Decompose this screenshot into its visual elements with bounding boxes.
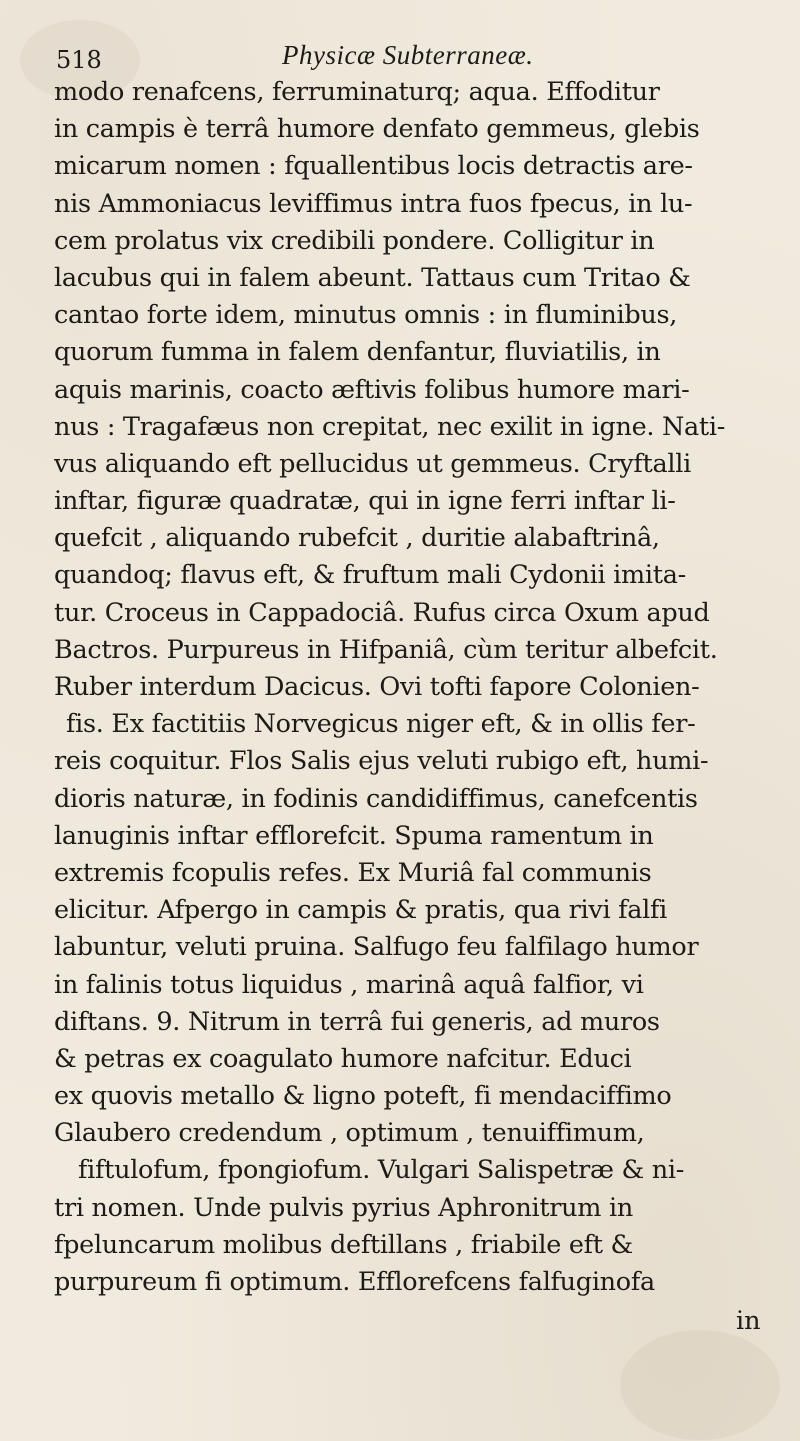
text-line: extremis fcopulis refes. Ex Muriâ fal communis (54, 857, 652, 888)
text-line: cem prolatus vix credibili pondere. Colligitur in (54, 225, 655, 256)
catchword: in (736, 1306, 761, 1336)
text-line: purpureum fi optimum. Efflorefcens falfuginofa (54, 1267, 655, 1297)
text-line: labuntur, veluti pruina. Salfugo feu falfilago humor (54, 932, 699, 963)
text-line: nus : Tragafæus non crepitat, nec exilit in igne. Nati- (54, 411, 726, 442)
text-line: ex quovis metallo & ligno poteft, fi mendaciffimo (54, 1081, 672, 1112)
text-line: tri nomen. Unde pulvis pyrius Aphronitrum in (54, 1192, 633, 1223)
text-line: Ruber interdum Dacicus. Ovi tofti fapore Colonien- (54, 672, 700, 702)
text-line: cantao forte idem, minutus omnis : in fluminibus, (54, 300, 678, 331)
text-line: fpeluncarum molibus deftillans , friabile eft & (54, 1229, 633, 1260)
text-line: quefcit , aliquando rubefcit , duritie alabaftrinâ, (54, 523, 660, 554)
text-line: lanuginis inftar efflorefcit. Spuma ramentum in (54, 820, 654, 851)
text-line: Glaubero credendum , optimum , tenuiffimum, (54, 1118, 645, 1149)
text-line: modo renafcens, ferruminaturq; aqua. Effoditur (54, 77, 660, 107)
text-line: lacubus qui in falem abeunt. Tattaus cum Tritao & (54, 262, 691, 293)
text-line: Bactros. Purpureus in Hifpaniâ, cùm teritur albefcit. (54, 634, 718, 665)
text-line: elicitur. Afpergo in campis & pratis, qua rivi falfi (54, 895, 667, 926)
text-line: in falinis totus liquidus , marinâ aquâ falfior, vi (54, 969, 644, 1000)
body-text (54, 74, 796, 1301)
text-line: inftar, figuræ quadratæ, qui in igne ferri inftar li- (54, 486, 676, 517)
page-number: 518 (56, 46, 102, 74)
text-line: & petras ex coagulato humore nafcitur. Educi (54, 1043, 632, 1074)
text-line: fiftulofum, fpongiofum. Vulgari Salispetræ & ni- (78, 1155, 685, 1186)
text-line: in campis è terrâ humore denfato gemmeus, glebis (54, 114, 700, 145)
text-line: reis coquitur. Flos Salis ejus veluti rubigo eft, humi- (54, 746, 709, 777)
text-line: quorum fumma in falem denfantur, fluviatilis, in (54, 337, 661, 368)
text-line: aquis marinis, coacto æftivis folibus humore mari- (54, 374, 690, 405)
text-line: diftans. 9. Nitrum in terrâ fui generis, ad muros (54, 1006, 660, 1037)
text-line: dioris naturæ, in fodinis candidiffimus, canefcentis (54, 783, 698, 814)
text-line: tur. Croceus in Cappadociâ. Rufus circa Oxum apud (54, 597, 710, 628)
text-line: fis. Ex factitiis Norvegicus niger eft, & in ollis fer- (66, 709, 696, 740)
text-line: vus aliquando eft pellucidus ut gemmeus. Cryftalli (54, 448, 691, 479)
running-head: Physicæ Subterraneæ. (282, 40, 534, 70)
text-line: nis Ammoniacus leviffimus intra fuos fpecus, in lu- (54, 188, 693, 219)
paper-stain (620, 1330, 780, 1440)
text-line: micarum nomen : fquallentibus locis detractis are- (54, 151, 693, 182)
text-line: quandoq; flavus eft, & fruftum mali Cydonii imita- (54, 560, 686, 591)
